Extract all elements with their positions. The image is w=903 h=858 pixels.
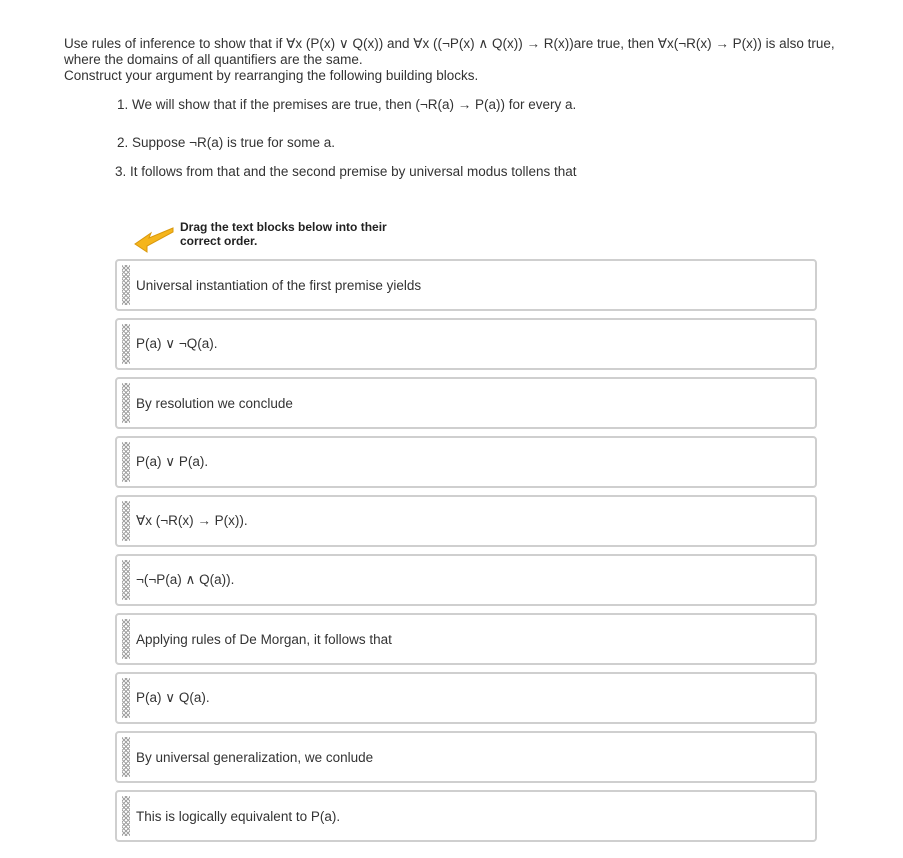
drag-hint-line-2: correct order. bbox=[180, 234, 258, 248]
instructions-line-3: Construct your argument by rearranging the following building blocks. bbox=[64, 68, 479, 83]
block-text: By universal generalization, we conlude bbox=[136, 749, 374, 765]
drag-block[interactable] bbox=[115, 672, 817, 724]
block-text: Applying rules of De Morgan, it follows that bbox=[136, 631, 392, 647]
drag-handle-icon[interactable] bbox=[122, 265, 130, 305]
step-1-number: 1. bbox=[117, 97, 129, 112]
step-3 bbox=[115, 164, 577, 179]
drag-handle-icon[interactable] bbox=[122, 442, 130, 482]
block-text: P(a) ∨ Q(a). bbox=[136, 690, 210, 705]
instructions-line-1: Use rules of inference to show that if ∀x (P(x) ∨ Q(x)) and ∀x ((¬P(x) ∧ Q(x)) → R(x))are true, then ∀x(¬R(x) → P(x)) is also true, bbox=[64, 36, 835, 51]
drag-block[interactable] bbox=[115, 554, 817, 606]
block-text: ¬(¬P(a) ∧ Q(a)). bbox=[136, 572, 235, 587]
drag-handle-icon[interactable] bbox=[122, 383, 130, 423]
drag-hint-line-1: Drag the text blocks below into their bbox=[180, 220, 387, 234]
drag-handle-icon[interactable] bbox=[122, 796, 130, 836]
step-3-text: It follows from that and the second premise by universal modus tollens that bbox=[130, 164, 577, 179]
instructions-line-2: where the domains of all quantifiers are the same. bbox=[64, 52, 363, 67]
drag-handle-icon[interactable] bbox=[122, 619, 130, 659]
block-text: This is logically equivalent to P(a). bbox=[136, 808, 341, 824]
step-3-number: 3. bbox=[115, 164, 127, 179]
drag-block[interactable] bbox=[115, 495, 817, 547]
step-1 bbox=[117, 97, 576, 112]
pointer-arrow-icon bbox=[133, 224, 175, 254]
block-text: P(a) ∨ P(a). bbox=[136, 454, 209, 469]
drag-block[interactable] bbox=[115, 377, 817, 429]
drag-handle-icon[interactable] bbox=[122, 501, 130, 541]
step-2-text: Suppose ¬R(a) is true for some a. bbox=[132, 135, 335, 150]
block-text: Universal instantiation of the first premise yields bbox=[136, 277, 422, 293]
drag-handle-icon[interactable] bbox=[122, 324, 130, 364]
drag-block[interactable] bbox=[115, 259, 817, 311]
drag-block[interactable] bbox=[115, 436, 817, 488]
instructions bbox=[64, 36, 884, 84]
drag-block[interactable] bbox=[115, 731, 817, 783]
step-2-number: 2. bbox=[117, 135, 129, 150]
drag-handle-icon[interactable] bbox=[122, 560, 130, 600]
block-text: P(a) ∨ ¬Q(a). bbox=[136, 336, 218, 351]
block-text: ∀x (¬R(x) → P(x)). bbox=[136, 513, 248, 528]
drag-block[interactable] bbox=[115, 318, 817, 370]
step-1-text: We will show that if the premises are true, then (¬R(a) → P(a)) for every a. bbox=[132, 97, 577, 112]
drag-block[interactable] bbox=[115, 790, 817, 842]
drag-hint bbox=[180, 220, 400, 248]
drag-handle-icon[interactable] bbox=[122, 678, 130, 718]
block-text: By resolution we conclude bbox=[136, 395, 293, 411]
step-2 bbox=[117, 135, 335, 150]
drag-handle-icon[interactable] bbox=[122, 737, 130, 777]
drag-block[interactable] bbox=[115, 613, 817, 665]
